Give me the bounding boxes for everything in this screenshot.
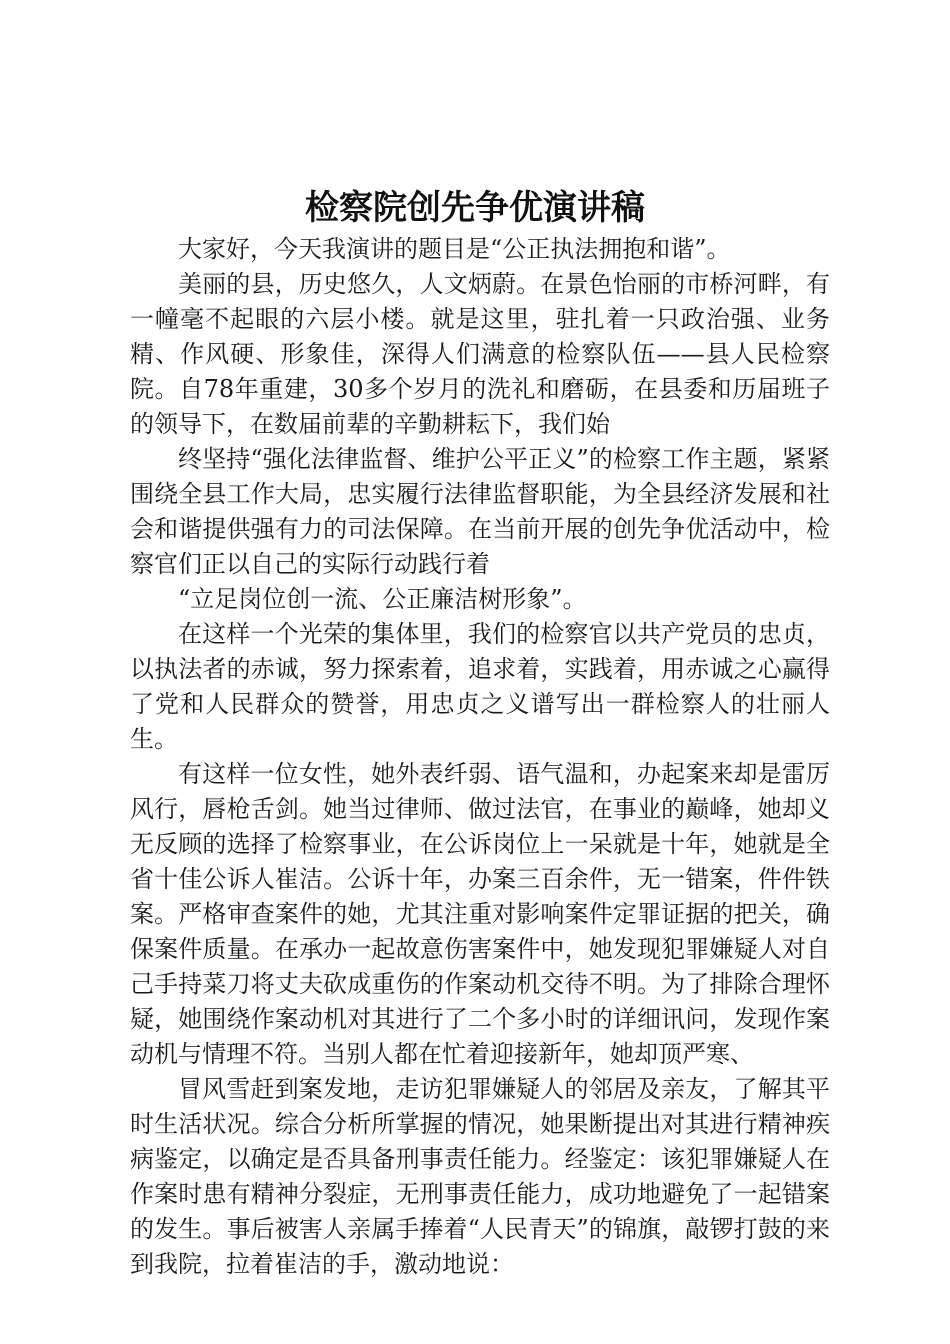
paragraph: 大家好，今天我演讲的题目是“公正执法拥抱和谐”。 — [178, 235, 731, 263]
paragraph: 冒风雪赶到案发地，走访犯罪嫌疑人的邻居及亲友，了解其平时生活状况。综合分析所掌握的情况，她果断提出对其进行精神疾病鉴定，以确定是否具备刑事责任能力。经鉴定：该犯罪嫌疑人在作案时患有精神分裂症，无刑事责任能力，成功地避免了一起错案的发生。事后被害人亲属手捧着“人民青天”的锦旗，敲锣打鼓的来到我院，拉着崔洁的手，激动地说： — [130, 1075, 830, 1278]
paragraph: 终坚持“强化法律监督、维护公平正义”的检察工作主题，紧紧围绕全县工作大局，忠实履行法律监督职能，为全县经济发展和社会和谐提供强有力的司法保障。在当前开展的创先争优活动中，检察官们正以自己的实际行动践行着 — [130, 445, 830, 578]
paragraph: 在这样一个光荣的集体里，我们的检察官以共产党员的忠贞，以执法者的赤诚，努力探索着，追求着，实践着，用赤诚之心赢得了党和人民群众的赞誉，用忠贞之义谱写出一群检察人的壮丽人生。 — [130, 620, 830, 753]
document-body — [130, 232, 830, 1282]
document-title: 检察院创先争优演讲稿 — [305, 188, 645, 228]
paragraph: 美丽的县，历史悠久，人文炳蔚。在景色怡丽的市桥河畔，有一幢毫不起眼的六层小楼。就是这里，驻扎着一只政治强、业务精、作风硬、形象佳，深得人们满意的检察队伍——县人民检察院。自78年重建，30多个岁月的洗礼和磨砺，在县委和历届班子的领导下，在数届前辈的辛勤耕耘下，我们始 — [130, 270, 830, 438]
paragraph: 有这样一位女性，她外表纤弱、语气温和，办起案来却是雷厉风行，唇枪舌剑。她当过律师、做过法官，在事业的巅峰，她却义无反顾的选择了检察事业，在公诉岗位上一呆就是十年，她就是全省十佳公诉人崔洁。公诉十年，办案三百余件，无一错案，件件铁案。严格审查案件的她，尤其注重对影响案件定罪证据的把关，确保案件质量。在承办一起故意伤害案件中，她发现犯罪嫌疑人对自己手持菜刀将丈夫砍成重伤的作案动机交待不明。为了排除合理怀疑，她围绕作案动机对其进行了二个多小时的详细讯问，发现作案动机与情理不符。当别人都在忙着迎接新年，她却顶严寒、 — [130, 760, 830, 1068]
paragraph: “立足岗位创一流、公正廉洁树形象”。 — [178, 585, 587, 613]
